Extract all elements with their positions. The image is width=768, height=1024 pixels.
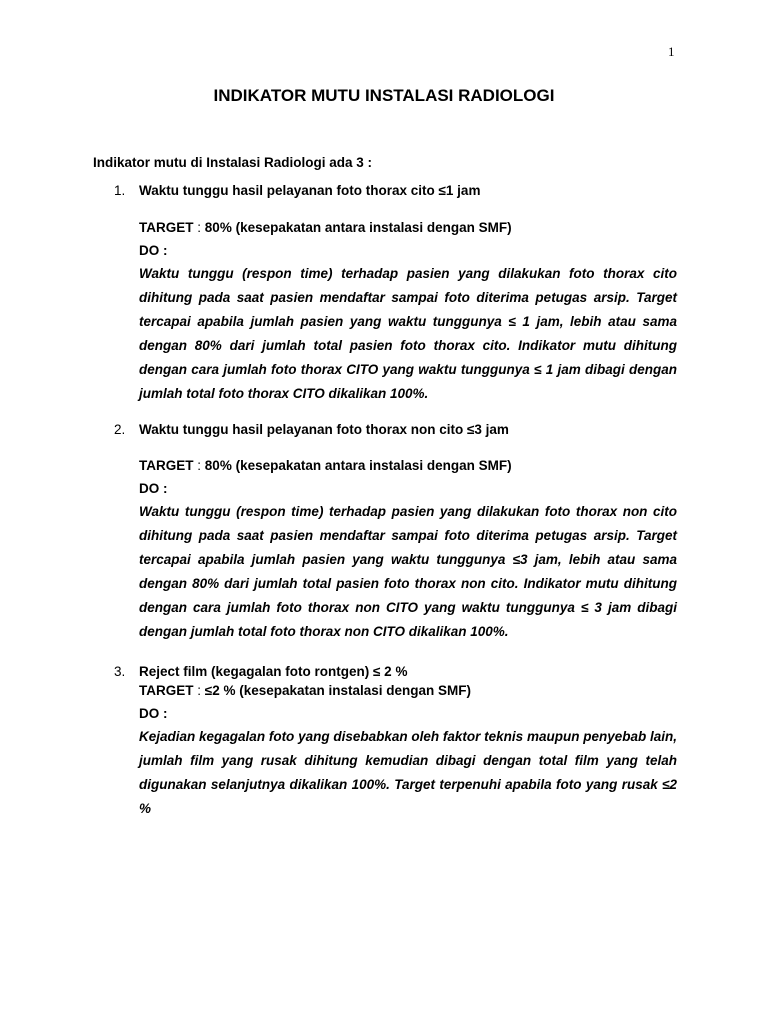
target-label: TARGET (139, 220, 194, 235)
target-label: TARGET (139, 683, 194, 698)
item-heading-text: Waktu tunggu hasil pelayanan foto thorax cito ≤1 jam (139, 183, 481, 198)
target-colon: : (197, 458, 202, 473)
target-colon: : (197, 683, 202, 698)
item-number: 2. (114, 422, 126, 437)
target-value: 80% (kesepakatan antara instalasi dengan SMF) (204, 220, 512, 235)
indicator-item-2-heading (114, 422, 509, 437)
indicator-item-1-target (139, 220, 512, 235)
indicator-item-3-description: Kejadian kegagalan foto yang disebabkan oleh faktor teknis maupun penyebab lain, jumlah film yang rusak dihitung kemudian dibagi dengan total film yang telah digunakan selanjutnya dikalikan 100%. Target terpenuhi apabila foto yang rusak ≤2 % (139, 729, 677, 816)
indicator-item-2-target (139, 458, 512, 473)
indicator-item-3-target (139, 683, 471, 698)
item-heading-text: Waktu tunggu hasil pelayanan foto thorax non cito ≤3 jam (139, 422, 509, 437)
indicator-item-2-description: Waktu tunggu (respon time) terhadap pasien yang dilakukan foto thorax non cito dihitung pada saat pasien mendaftar sampai foto diterima petugas arsip. Target tercapai apabila jumlah pasien yang waktu tunggunya ≤3 jam, lebih atau sama dengan 80% dari jumlah total pasien foto thorax non cito. Indikator mutu dihitung dengan cara jumlah foto thorax non CITO yang waktu tunggunya ≤ 3 jam dibagi dengan jumlah total foto thorax non CITO dikalikan 100%. (139, 504, 677, 639)
indicator-item-2-do-label: DO : (139, 481, 168, 496)
target-label: TARGET (139, 458, 194, 473)
indicator-item-1-description: Waktu tunggu (respon time) terhadap pasien yang dilakukan foto thorax cito dihitung pada saat pasien mendaftar sampai foto diterima petugas arsip. Target tercapai apabila jumlah pasien yang waktu tunggunya ≤ 1 jam, lebih atau sama dengan 80% dari jumlah total pasien foto thorax cito. Indikator mutu dihitung dengan cara jumlah foto thorax CITO yang waktu tunggunya ≤ 1 jam dibagi dengan jumlah total foto thorax CITO dikalikan 100%. (139, 266, 677, 401)
target-value: 80% (kesepakatan antara instalasi dengan SMF) (204, 458, 512, 473)
page-number: 1 (668, 44, 675, 59)
item-heading-text: Reject film (kegagalan foto rontgen) ≤ 2 % (139, 664, 408, 679)
indicator-item-3-do-label: DO : (139, 706, 168, 721)
intro-text: Indikator mutu di Instalasi Radiologi ada 3 : (93, 155, 373, 170)
target-colon: : (197, 220, 202, 235)
document-title: INDIKATOR MUTU INSTALASI RADIOLOGI (213, 86, 555, 105)
item-number: 1. (114, 183, 126, 198)
indicator-item-1-heading (114, 183, 480, 198)
item-number: 3. (114, 664, 126, 679)
target-value: ≤2 % (kesepakatan instalasi dengan SMF) (204, 683, 472, 698)
indicator-item-3-heading (114, 664, 407, 679)
indicator-item-1-do-label: DO : (139, 243, 168, 258)
